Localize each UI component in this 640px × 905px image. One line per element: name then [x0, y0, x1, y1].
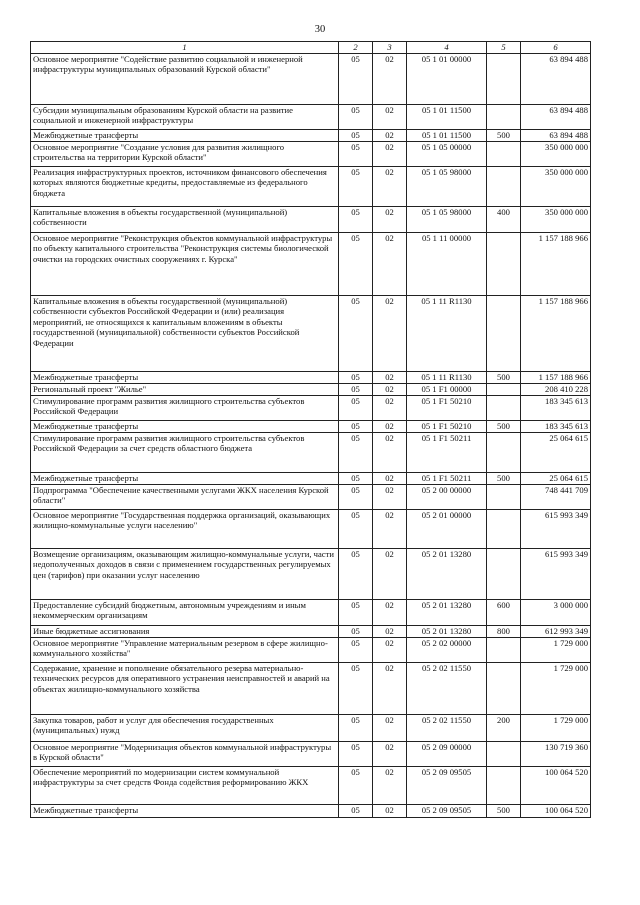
row-amount: 183 345 613	[521, 421, 591, 433]
row-section: 05	[339, 767, 373, 805]
row-section: 05	[339, 296, 373, 372]
row-subsection: 02	[373, 510, 407, 549]
row-amount: 748 441 709	[521, 485, 591, 510]
row-target-article: 05 2 09 09505	[407, 805, 487, 818]
row-name: Межбюджетные трансферты	[31, 372, 339, 384]
row-subsection: 02	[373, 805, 407, 818]
row-amount: 1 729 000	[521, 638, 591, 663]
row-amount: 1 157 188 966	[521, 372, 591, 384]
row-expense-type	[487, 167, 521, 207]
budget-table	[30, 41, 591, 818]
row-section: 05	[339, 142, 373, 167]
page-number: 30	[314, 24, 326, 35]
row-name: Иные бюджетные ассигнования	[31, 626, 339, 638]
row-name: Реализация инфраструктурных проектов, источником финансового обеспечения которых являются бюджетные кредиты, предоставляемые из федерального бюджета	[31, 167, 339, 207]
row-section: 05	[339, 384, 373, 396]
row-subsection: 02	[373, 54, 407, 105]
row-subsection: 02	[373, 433, 407, 473]
table-row	[31, 421, 591, 433]
table-row	[31, 372, 591, 384]
row-section: 05	[339, 742, 373, 767]
table-row	[31, 207, 591, 233]
table-row	[31, 626, 591, 638]
row-expense-type	[487, 510, 521, 549]
table-row	[31, 296, 591, 372]
row-name: Межбюджетные трансферты	[31, 473, 339, 485]
row-subsection: 02	[373, 167, 407, 207]
row-expense-type	[487, 663, 521, 715]
row-expense-type	[487, 742, 521, 767]
row-name: Стимулирование программ развития жилищного строительства субъектов Российской Федерации за счет средств областного бюджета	[31, 433, 339, 473]
row-name: Капитальные вложения в объекты государственной (муниципальной) собственности	[31, 207, 339, 233]
row-target-article: 05 2 01 13280	[407, 626, 487, 638]
row-section: 05	[339, 421, 373, 433]
row-target-article: 05 1 05 00000	[407, 142, 487, 167]
row-target-article: 05 2 01 13280	[407, 600, 487, 626]
row-amount: 1 729 000	[521, 663, 591, 715]
table-row	[31, 510, 591, 549]
row-name: Подпрограмма "Обеспечение качественными услугами ЖКХ населения Курской области"	[31, 485, 339, 510]
row-subsection: 02	[373, 105, 407, 130]
row-amount: 350 000 000	[521, 167, 591, 207]
row-target-article: 05 1 01 11500	[407, 105, 487, 130]
row-name: Обеспечение мероприятий по модернизации систем коммунальной инфраструктуры за счет средств Фонда содействия реформированию ЖКХ	[31, 767, 339, 805]
header-col-4: 4	[407, 42, 487, 54]
row-section: 05	[339, 510, 373, 549]
header-row	[31, 42, 591, 54]
table-row	[31, 638, 591, 663]
row-target-article: 05 1 01 00000	[407, 54, 487, 105]
row-subsection: 02	[373, 663, 407, 715]
row-amount: 63 894 488	[521, 105, 591, 130]
row-target-article: 05 1 F1 50210	[407, 421, 487, 433]
row-section: 05	[339, 54, 373, 105]
row-target-article: 05 1 11 R1130	[407, 372, 487, 384]
table-row	[31, 767, 591, 805]
row-subsection: 02	[373, 207, 407, 233]
row-section: 05	[339, 207, 373, 233]
row-amount: 63 894 488	[521, 130, 591, 142]
row-target-article: 05 1 F1 00000	[407, 384, 487, 396]
row-expense-type	[487, 638, 521, 663]
row-name: Предоставление субсидий бюджетным, автономным учреждениям и иным некоммерческим организациям	[31, 600, 339, 626]
row-target-article: 05 2 02 00000	[407, 638, 487, 663]
row-section: 05	[339, 715, 373, 742]
row-name: Основное мероприятие "Содействие развитию социальной и инженерной инфраструктуры муниципальных образований Курской области"	[31, 54, 339, 105]
row-section: 05	[339, 805, 373, 818]
row-amount: 208 410 228	[521, 384, 591, 396]
header-col-6: 6	[521, 42, 591, 54]
row-subsection: 02	[373, 549, 407, 600]
row-name: Региональный проект "Жилье"	[31, 384, 339, 396]
row-subsection: 02	[373, 626, 407, 638]
row-subsection: 02	[373, 742, 407, 767]
row-target-article: 05 2 09 09505	[407, 767, 487, 805]
row-expense-type	[487, 54, 521, 105]
row-expense-type	[487, 233, 521, 296]
row-section: 05	[339, 485, 373, 510]
row-expense-type	[487, 549, 521, 600]
table-row	[31, 142, 591, 167]
table-row	[31, 167, 591, 207]
row-amount: 1 157 188 966	[521, 296, 591, 372]
row-subsection: 02	[373, 600, 407, 626]
row-expense-type	[487, 767, 521, 805]
row-amount: 1 729 000	[521, 715, 591, 742]
row-name: Капитальные вложения в объекты государственной (муниципальной) собственности субъектов Российской Федерации и (или) реализация мероприятий, не относящихся к капитальным вложениям в объекты государственной (муниципальной) собственности субъектов Российской Федерации	[31, 296, 339, 372]
table-row	[31, 549, 591, 600]
row-target-article: 05 1 F1 50211	[407, 433, 487, 473]
row-name: Межбюджетные трансферты	[31, 130, 339, 142]
table-row	[31, 805, 591, 818]
row-amount: 615 993 349	[521, 549, 591, 600]
table-row	[31, 742, 591, 767]
row-target-article: 05 1 01 11500	[407, 130, 487, 142]
table-row	[31, 130, 591, 142]
row-section: 05	[339, 105, 373, 130]
row-expense-type: 800	[487, 626, 521, 638]
table-row	[31, 663, 591, 715]
header-col-3: 3	[373, 42, 407, 54]
header-col-5: 5	[487, 42, 521, 54]
row-target-article: 05 1 11 R1130	[407, 296, 487, 372]
table-row	[31, 433, 591, 473]
row-expense-type: 200	[487, 715, 521, 742]
row-amount: 130 719 360	[521, 742, 591, 767]
row-section: 05	[339, 233, 373, 296]
row-expense-type	[487, 396, 521, 421]
row-expense-type: 500	[487, 130, 521, 142]
table-row	[31, 485, 591, 510]
row-subsection: 02	[373, 638, 407, 663]
row-name: Содержание, хранение и пополнение обязательного резерва материально-технических ресурсов для оперативного устранения неисправностей и аварий на объектах жилищно-коммунального хозяйства	[31, 663, 339, 715]
row-target-article: 05 2 02 11550	[407, 663, 487, 715]
row-subsection: 02	[373, 715, 407, 742]
row-section: 05	[339, 663, 373, 715]
row-subsection: 02	[373, 421, 407, 433]
row-amount: 612 993 349	[521, 626, 591, 638]
row-target-article: 05 2 02 11550	[407, 715, 487, 742]
row-expense-type: 500	[487, 421, 521, 433]
row-name: Субсидии муниципальным образованиям Курской области на развитие социальной и инженерной инфраструктуры	[31, 105, 339, 130]
row-subsection: 02	[373, 130, 407, 142]
row-amount: 25 064 615	[521, 473, 591, 485]
row-subsection: 02	[373, 372, 407, 384]
row-target-article: 05 1 11 00000	[407, 233, 487, 296]
table-row	[31, 715, 591, 742]
row-expense-type: 500	[487, 372, 521, 384]
row-amount: 3 000 000	[521, 600, 591, 626]
row-section: 05	[339, 626, 373, 638]
row-section: 05	[339, 638, 373, 663]
table-row	[31, 396, 591, 421]
row-subsection: 02	[373, 396, 407, 421]
table-row	[31, 600, 591, 626]
row-subsection: 02	[373, 767, 407, 805]
row-expense-type: 500	[487, 473, 521, 485]
row-target-article: 05 2 09 00000	[407, 742, 487, 767]
row-name: Основное мероприятие "Управление материальным резервом в сфере жилищно-коммунального хозяйства"	[31, 638, 339, 663]
row-amount: 350 000 000	[521, 142, 591, 167]
row-subsection: 02	[373, 473, 407, 485]
row-amount: 63 894 488	[521, 54, 591, 105]
row-target-article: 05 1 F1 50210	[407, 396, 487, 421]
row-section: 05	[339, 600, 373, 626]
row-name: Стимулирование программ развития жилищного строительства субъектов Российской Федерации	[31, 396, 339, 421]
table-row	[31, 384, 591, 396]
row-expense-type: 500	[487, 805, 521, 818]
header-col-2: 2	[339, 42, 373, 54]
row-name: Межбюджетные трансферты	[31, 805, 339, 818]
row-name: Основное мероприятие "Государственная поддержка организаций, оказывающих жилищно-коммунальные услуги населению"	[31, 510, 339, 549]
table-row	[31, 54, 591, 105]
row-name: Основное мероприятие "Реконструкция объектов коммунальной инфраструктуры по объекту капитального строительства "Реконструкция системы биологической очистки на городских очистных сооружениях г. Курска"	[31, 233, 339, 296]
row-target-article: 05 1 05 98000	[407, 167, 487, 207]
row-expense-type	[487, 105, 521, 130]
row-subsection: 02	[373, 485, 407, 510]
row-section: 05	[339, 372, 373, 384]
row-name: Закупка товаров, работ и услуг для обеспечения государственных (муниципальных) нужд	[31, 715, 339, 742]
table-body	[31, 54, 591, 818]
row-section: 05	[339, 130, 373, 142]
row-name: Межбюджетные трансферты	[31, 421, 339, 433]
row-target-article: 05 1 F1 50211	[407, 473, 487, 485]
row-section: 05	[339, 433, 373, 473]
row-subsection: 02	[373, 384, 407, 396]
row-subsection: 02	[373, 233, 407, 296]
row-expense-type	[487, 433, 521, 473]
table-row	[31, 233, 591, 296]
table-row	[31, 473, 591, 485]
row-expense-type	[487, 296, 521, 372]
row-section: 05	[339, 549, 373, 600]
row-expense-type	[487, 485, 521, 510]
row-amount: 25 064 615	[521, 433, 591, 473]
row-expense-type	[487, 384, 521, 396]
row-amount: 1 157 188 966	[521, 233, 591, 296]
row-subsection: 02	[373, 142, 407, 167]
row-section: 05	[339, 473, 373, 485]
row-target-article: 05 2 01 00000	[407, 510, 487, 549]
row-subsection: 02	[373, 296, 407, 372]
row-expense-type: 400	[487, 207, 521, 233]
table-row	[31, 105, 591, 130]
row-name: Основное мероприятие "Создание условия для развития жилищного строительства на территории Курской области"	[31, 142, 339, 167]
header-col-1: 1	[31, 42, 339, 54]
row-amount: 350 000 000	[521, 207, 591, 233]
row-amount: 100 064 520	[521, 767, 591, 805]
row-amount: 183 345 613	[521, 396, 591, 421]
row-section: 05	[339, 396, 373, 421]
row-expense-type	[487, 142, 521, 167]
row-name: Основное мероприятие "Модернизация объектов коммунальной инфраструктуры в Курской области"	[31, 742, 339, 767]
row-name: Возмещение организациям, оказывающим жилищно-коммунальные услуги, части недополученных доходов в связи с применением государственных регулируемых цен (тарифов) при оказании услуг населению	[31, 549, 339, 600]
row-target-article: 05 2 01 13280	[407, 549, 487, 600]
row-expense-type: 600	[487, 600, 521, 626]
row-target-article: 05 1 05 98000	[407, 207, 487, 233]
row-amount: 615 993 349	[521, 510, 591, 549]
row-section: 05	[339, 167, 373, 207]
row-amount: 100 064 520	[521, 805, 591, 818]
row-target-article: 05 2 00 00000	[407, 485, 487, 510]
